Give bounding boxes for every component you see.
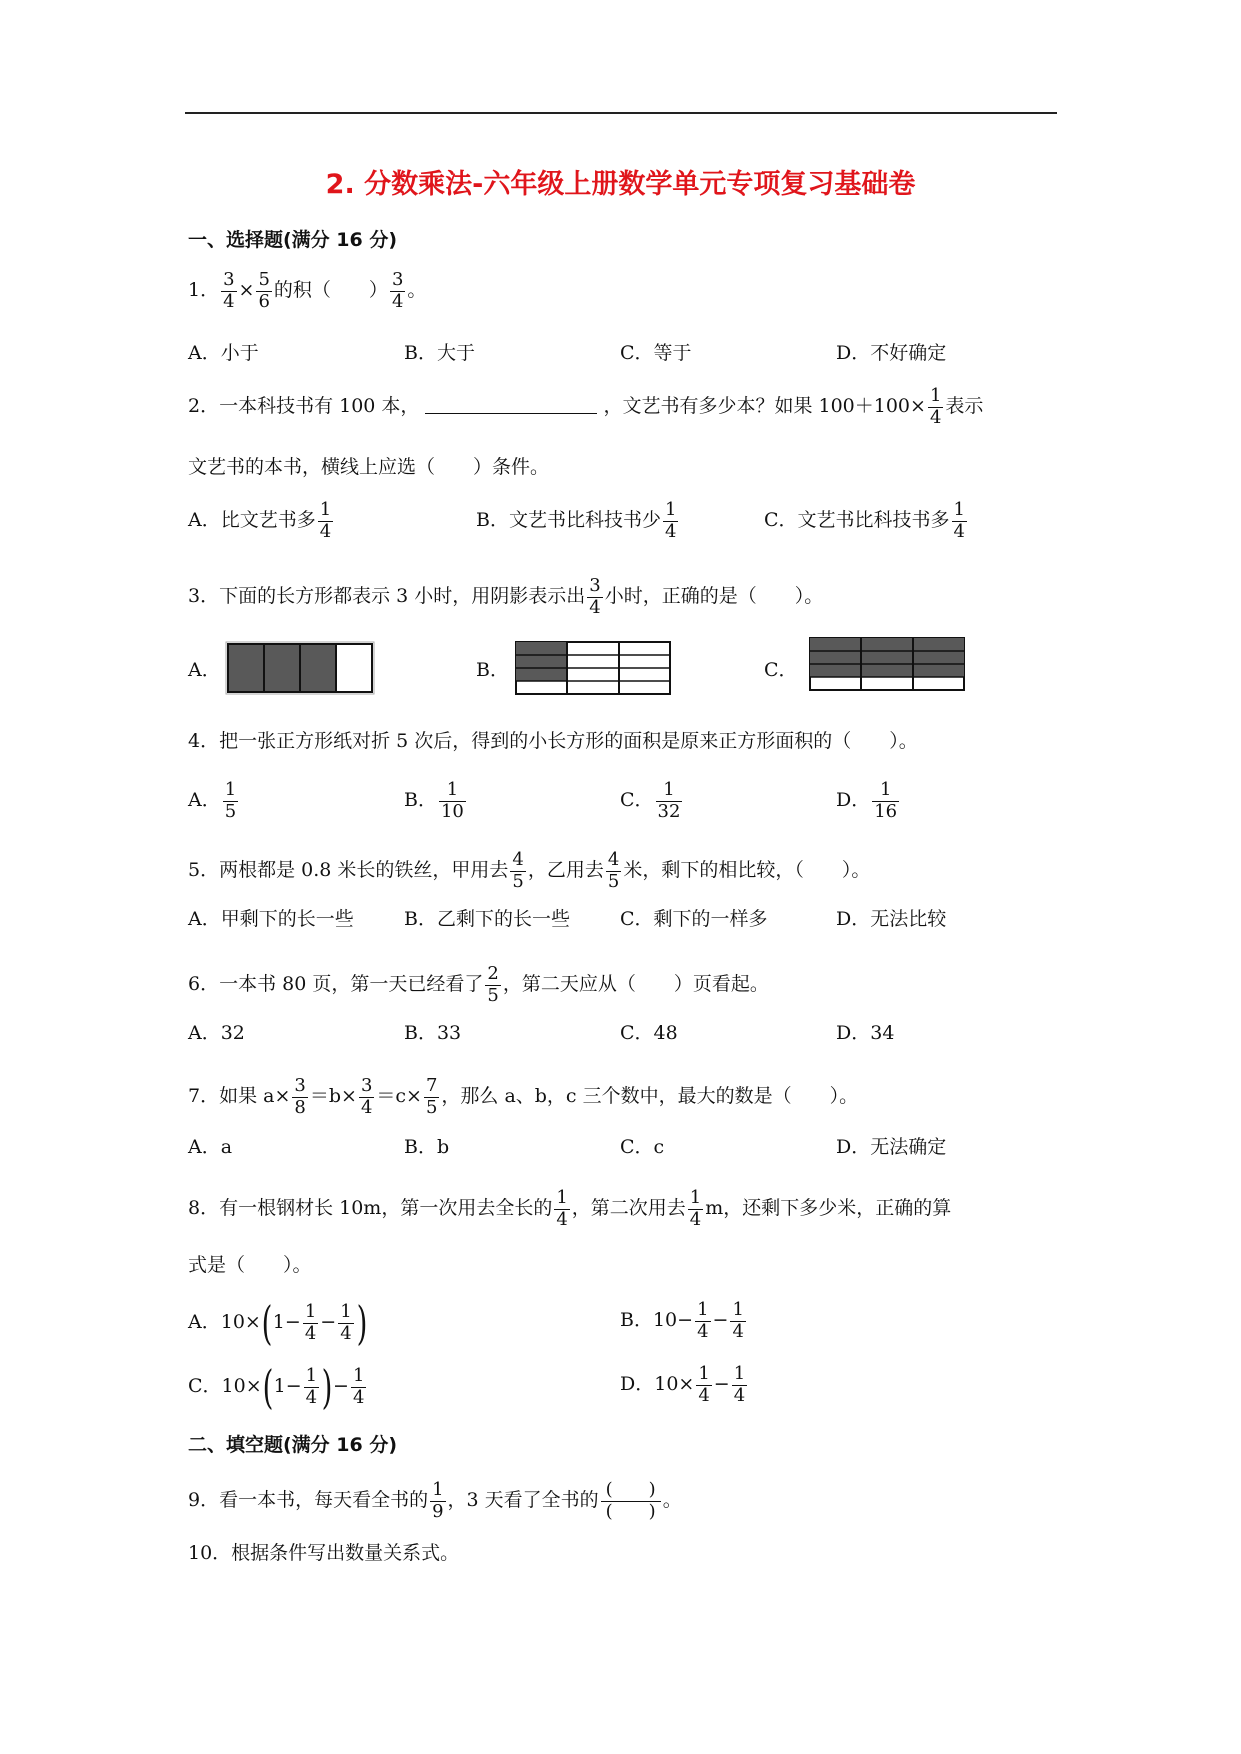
q5-option-d[interactable]: D．无法比较: [836, 908, 947, 930]
header-rule: [185, 112, 1057, 114]
q3-c-shade-1: [810, 638, 964, 651]
q7-eq-2: ＝c×: [376, 1085, 422, 1108]
question-6: [188, 964, 769, 1006]
q9-fraction: $\frac{1}{9}$: [432, 1479, 444, 1522]
q7-fraction-3: $\frac{7}{5}$: [425, 1075, 438, 1118]
q2-text-end: 表示: [945, 395, 984, 418]
q7-eq-1: ＝b×: [309, 1085, 357, 1108]
q7-fraction-1: $\frac{3}{8}$: [294, 1075, 306, 1118]
question-5: [188, 850, 870, 892]
q3-figure-b[interactable]: [514, 640, 674, 698]
q6-text-start: 6．一本书 80 页，第一天已经看了: [188, 973, 484, 996]
q2-option-a[interactable]: A．比文艺书多 $\frac{1}{4}$: [188, 499, 332, 542]
q2-line-2: 文艺书的本书，横线上应选（ ）条件。: [188, 456, 550, 478]
q3-c-shade-2: [810, 651, 964, 664]
q7-option-d[interactable]: D．无法确定: [836, 1136, 947, 1158]
q5-option-a[interactable]: A．甲剩下的长一些: [188, 908, 354, 930]
q3-fraction: $\frac{3}{4}$: [589, 575, 601, 618]
q1-option-b[interactable]: B．大于: [404, 342, 475, 364]
question-10: 10．根据条件写出数量关系式。: [188, 1542, 460, 1564]
q2-text-start: 2．一本科技书有 100 本，: [188, 395, 420, 418]
q1-text: 的积（ ）: [273, 279, 388, 302]
q3-a-empty: [336, 644, 372, 692]
q9-answer-blank[interactable]: $\frac{( )}{( )}$: [601, 1480, 661, 1522]
q3-figure-c[interactable]: [808, 636, 968, 694]
q3-a-shade-1: [228, 644, 264, 692]
q1-option-c[interactable]: C．等于: [620, 342, 692, 364]
q2-fraction: $\frac{1}{4}$: [929, 385, 942, 428]
q5-fraction-1: $\frac{4}{5}$: [512, 849, 524, 892]
q3-option-c-label[interactable]: C．: [764, 659, 798, 681]
q3-a-shade-3: [300, 644, 336, 692]
q4-option-c[interactable]: C． $\frac{1}{32}$: [620, 779, 681, 822]
q8-fraction-1: $\frac{1}{4}$: [556, 1187, 568, 1230]
q6-fraction: $\frac{2}{5}$: [487, 963, 499, 1006]
q1-fraction-c: $\frac{3}{4}$: [391, 269, 404, 312]
q7-option-c[interactable]: C．c: [620, 1136, 665, 1158]
q9-end: 。: [662, 1489, 682, 1512]
q1-fraction-b: $\frac{5}{6}$: [258, 269, 270, 312]
question-4: 4．把一张正方形纸对折 5 次后，得到的小长方形的面积是原来正方形面积的（ ）。: [188, 730, 918, 752]
q1-number: 1．: [188, 279, 220, 302]
question-1: [188, 270, 426, 312]
q5-fraction-2: $\frac{4}{5}$: [607, 849, 620, 892]
question-9: [188, 1480, 682, 1522]
q7-fraction-2: $\frac{3}{4}$: [360, 1075, 373, 1118]
q8-line-2: 式是（ ）。: [188, 1254, 312, 1276]
q7-option-b[interactable]: B．b: [404, 1136, 450, 1158]
q5-option-b[interactable]: B．乙剩下的长一些: [404, 908, 570, 930]
q8-option-a[interactable]: A．10×(1− $\frac{1}{4}$ − $\frac{1}{4}$ ): [188, 1296, 368, 1350]
q1-fraction-a: $\frac{3}{4}$: [223, 269, 235, 312]
q1-option-a[interactable]: A．小于: [188, 342, 259, 364]
q3-a-shade-2: [264, 644, 300, 692]
question-8: [188, 1188, 951, 1230]
q3-b-shade-3: [516, 668, 567, 681]
q5-option-c[interactable]: C．剩下的一样多: [620, 908, 768, 930]
q8-text-end: m，还剩下多少米，正确的算: [705, 1197, 952, 1220]
q9-text-mid: ，3 天看了全书的: [447, 1489, 599, 1512]
q3-option-a-label[interactable]: A．: [188, 659, 221, 681]
question-2: [188, 386, 983, 428]
q8-fraction-2: $\frac{1}{4}$: [689, 1187, 702, 1230]
q6-option-c[interactable]: C．48: [620, 1022, 678, 1044]
q4-option-b[interactable]: B． $\frac{1}{10}$: [404, 779, 464, 822]
q2-text-mid: ，文艺书有多少本？如果 100＋100×: [603, 395, 926, 418]
q2-option-b[interactable]: B．文艺书比科技书少 $\frac{1}{4}$: [476, 499, 677, 542]
q7-text-start: 7．如果 a×: [188, 1085, 291, 1108]
q2-answer-blank[interactable]: [425, 413, 597, 414]
q4-option-d[interactable]: D． $\frac{1}{16}$: [836, 779, 898, 822]
question-7: [188, 1076, 858, 1118]
q4-option-a[interactable]: A． $\frac{1}{5}$: [188, 779, 237, 822]
q3-b-shade-2: [516, 655, 567, 668]
q8-option-d[interactable]: D．10× $\frac{1}{4}$ − $\frac{1}{4}$: [620, 1363, 746, 1406]
q5-text-start: 5．两根都是 0.8 米长的铁丝，甲用去: [188, 859, 509, 882]
q7-text-end: ，那么 a、b，c 三个数中，最大的数是（ ）。: [441, 1085, 859, 1108]
section-1-heading: 一、选择题(满分 16 分): [188, 229, 398, 251]
q7-option-a[interactable]: A．a: [188, 1136, 233, 1158]
page-title: 2. 分数乘法-六年级上册数学单元专项复习基础卷: [325, 169, 916, 200]
q6-option-b[interactable]: B．33: [404, 1022, 462, 1044]
q3-text-end: 小时，正确的是（ ）。: [604, 585, 824, 608]
q8-text-start: 8．有一根钢材长 10m，第一次用去全长的: [188, 1197, 553, 1220]
q1-times: ×: [238, 279, 255, 302]
q3-option-b-label[interactable]: B．: [476, 659, 509, 681]
q5-text-mid: ，乙用去: [527, 859, 604, 882]
q3-text-start: 3．下面的长方形都表示 3 小时，用阴影表示出: [188, 585, 586, 608]
q8-option-b[interactable]: B．10− $\frac{1}{4}$ − $\frac{1}{4}$: [620, 1299, 744, 1342]
q1-end: 。: [407, 279, 427, 302]
q6-option-d[interactable]: D．34: [836, 1022, 895, 1044]
q3-figure-a[interactable]: [224, 640, 379, 696]
q8-text-mid: ，第二次用去: [571, 1197, 686, 1220]
q6-text-end: ，第二天应从（ ）页看起。: [502, 973, 769, 996]
q3-c-shade-3: [810, 664, 964, 677]
q5-text-end: 米，剩下的相比较，（ ）。: [623, 859, 871, 882]
section-2-heading: 二、填空题(满分 16 分): [188, 1434, 398, 1456]
q9-text-start: 9．看一本书，每天看全书的: [188, 1489, 429, 1512]
question-3: [188, 576, 823, 618]
q3-b-shade-1: [516, 642, 567, 655]
q8-option-c[interactable]: C．10×(1− $\frac{1}{4}$ )− $\frac{1}{4}$: [188, 1360, 365, 1414]
q2-option-c[interactable]: C．文艺书比科技书多 $\frac{1}{4}$: [764, 499, 965, 542]
q6-option-a[interactable]: A．32: [188, 1022, 245, 1044]
q1-option-d[interactable]: D．不好确定: [836, 342, 947, 364]
